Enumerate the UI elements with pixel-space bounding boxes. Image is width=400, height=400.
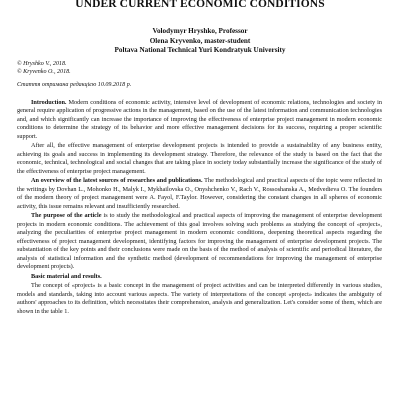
- author-1: Volodymyr Hryshko, Professor: [152, 27, 248, 35]
- copyright-line-1: © Hryshko V., 2018.: [17, 61, 67, 67]
- paper-title: UNDER CURRENT ECONOMIC CONDITIONS: [75, 0, 325, 10]
- purpose-text: is to study the methodological and practical aspects of improving the management of enterprise development projects in modern economic conditions. The achievement of this goal involves solving such problems as studying the concept of «project», analyzing the peculiarities of enterprise project management in modern economic conditions, deepening theoretical aspects regarding the effectiveness of project management development, identifying factors for improving the management of enterprise development projects. The substantiation of the key points and their conclusions were made on the basis of the method of analysis of scientific and periodical literature, the analysis of statistical information and the synthetic method (development of recommendations for improving the management of enterprise development projects).: [17, 212, 382, 271]
- author-block: [0, 27, 400, 56]
- section-heading: Basic material and results.: [31, 272, 102, 280]
- project-concept-paragraph: The concept of «project» is a basic concept in the management of project activities and can be interpreted differently in various studies, models and standards, taking into account various aspects. The variety of interpretations of the concept «project» indicates the ambiguity of authors' approaches to its definition, which necessitates their comprehension, analysis and generalization. Let's consider some of them, which are shown in the table 1.: [17, 282, 382, 315]
- received-date: Стаття отримана редакцією 10.09.2018 р.: [17, 82, 132, 88]
- overview-text: The methodological and practical aspects of the topic were reflected in the writings by Dovhan L., Mohonko H., Malyk I., Mykhailovska O., Onyshchenko V., Rach V., Rossoshanska A., Medvedieva O. The founders of the modern theory of project management were A. Fayol, F.Taylor. However, considering the constant changes in all spheres of economic activity, this issue remains relevant and insufficiently researched.: [17, 177, 382, 210]
- overview-label: An overview of the latest sources of researches and publications.: [31, 177, 203, 185]
- copyright-line-2: © Kryvenko O., 2018.: [17, 69, 71, 75]
- relevance-paragraph: After all, the effective management of enterprise development projects is intended to provide a sustainability of any business entity, achieving its goals and success in implementing its development strategy. Therefore, the relevance of the study is based on the fact that the economic, technical, technological and social changes that are taking place in society today substantially increase the significance of the study of the effectiveness of enterprise project management.: [17, 142, 382, 175]
- purpose-label: The purpose of the article: [31, 212, 102, 220]
- intro-label: Introduction.: [31, 99, 67, 106]
- purpose-paragraph: [17, 212, 382, 271]
- intro-text: Modern conditions of economic activity, intensive level of development of economic relations, technologies and society in general require application of progressive actions in the management, based on the use of the latest information and communication technologies and, and which significantly can increase the importance of improving the effectiveness of enterprise project management in modern economic conditions to determine the strategy of its behavior and more effective management decisions for its success, requiring a proper scientific support.: [17, 99, 382, 140]
- author-2: Olena Kryvenko, master-student: [149, 36, 251, 45]
- copyright-block: [17, 60, 71, 76]
- affiliation: Poltava National Technical Yuri Kondratyuk University: [114, 46, 286, 54]
- article-body: [17, 99, 382, 317]
- overview-paragraph: [17, 177, 382, 211]
- intro-paragraph: [17, 99, 382, 141]
